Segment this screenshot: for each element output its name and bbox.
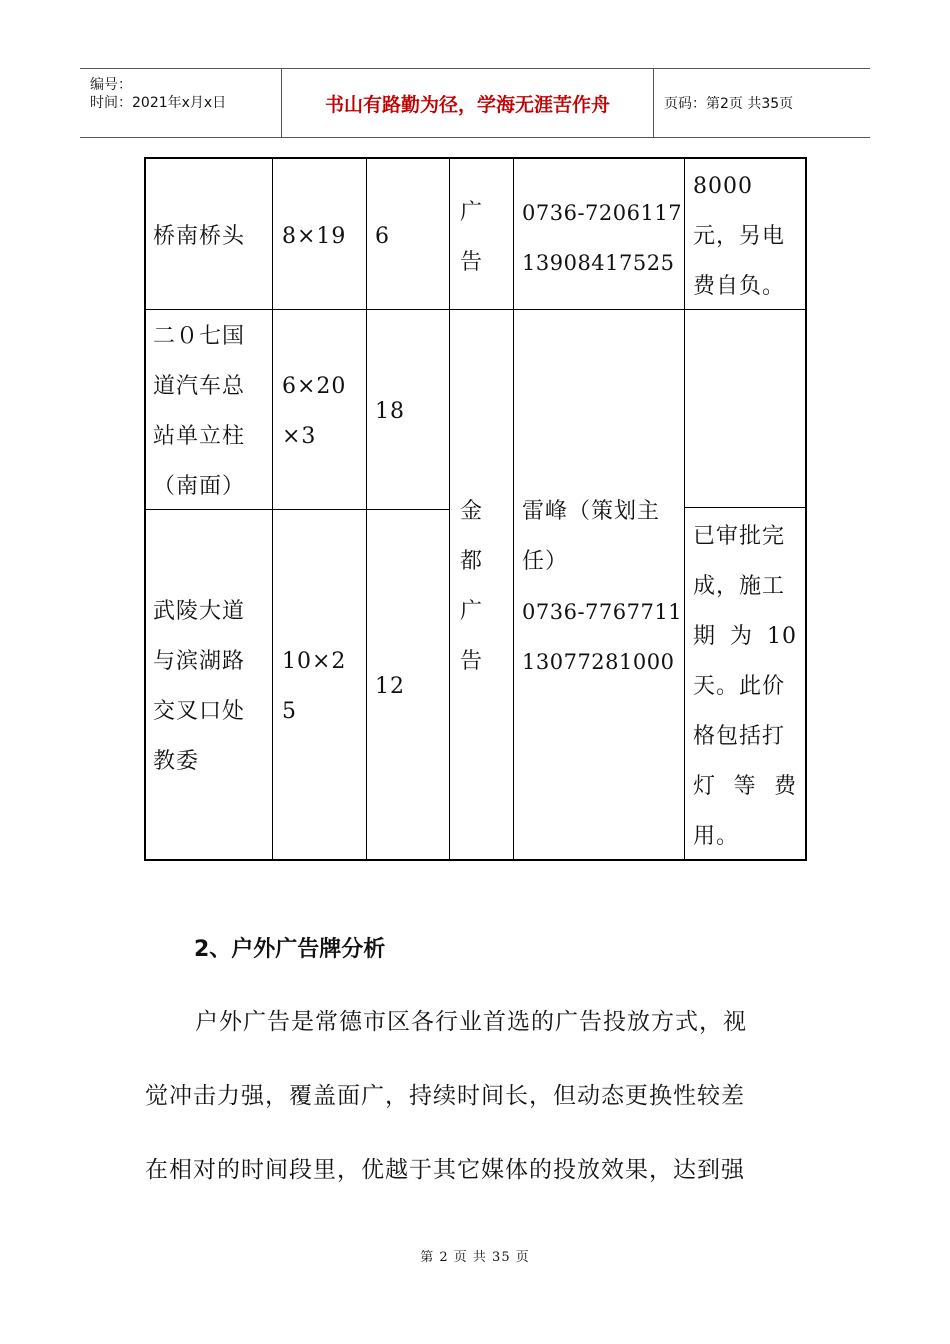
row1-contact	[522, 188, 682, 288]
row3-note-line: 成，施工	[693, 574, 786, 599]
row3-note-line: 期为10	[693, 624, 797, 649]
merged-contact-line: 13077281000	[522, 650, 675, 674]
row1-company-line: 广	[460, 200, 484, 225]
row3-size-line: 10×2	[282, 649, 347, 674]
row1-note-line: 元，另电	[693, 224, 786, 249]
header-motto: 书山有路勤为径，学海无涯苦作舟	[282, 69, 654, 137]
row3-note-line: 用。	[693, 824, 740, 849]
row3-location-line: 教委	[153, 749, 200, 774]
row1-company-line: 告	[460, 250, 484, 275]
row1-contact-line: 0736-7206117	[522, 201, 683, 225]
row1-count: 6	[375, 224, 390, 249]
row2-size-line: 6×20	[282, 374, 347, 399]
row3-size-line: 5	[282, 699, 297, 724]
row3-count: 12	[375, 674, 405, 699]
row2-location	[153, 312, 245, 512]
row1-note-line: 8000	[693, 174, 753, 199]
row3-location-line: 武陵大道	[153, 599, 246, 624]
row3-location-line: 交叉口处	[153, 699, 246, 724]
time-label: 时间：2021年x月x日	[90, 95, 227, 111]
row3-note	[693, 512, 797, 862]
row3-note-line: 灯等费	[693, 774, 797, 799]
header-page-info: 页码：第2页 共35页	[664, 96, 794, 112]
section-heading: 2、户外广告牌分析	[194, 937, 386, 962]
merged-company	[460, 487, 483, 687]
row2-count: 18	[375, 399, 405, 424]
page-header	[80, 68, 870, 138]
row3-size	[282, 637, 346, 737]
page-footer: 第 2 页 共 35 页	[420, 1250, 530, 1265]
row3-location	[153, 587, 245, 787]
merged-company-line: 告	[460, 649, 484, 674]
header-meta	[80, 69, 282, 137]
merged-contact	[522, 487, 682, 687]
row3-note-line: 天。此价	[693, 674, 786, 699]
merged-company-line: 都	[460, 549, 484, 574]
merged-company-line: 金	[460, 499, 484, 524]
row1-size: 8×19	[282, 224, 347, 249]
paragraph-line: 觉冲击力强，覆盖面广，持续时间长，但动态更换性较差	[145, 1083, 745, 1109]
row3-note-line: 已审批完	[693, 524, 786, 549]
merged-contact-line: 雷峰（策划主	[522, 499, 661, 524]
row2-size	[282, 362, 346, 462]
row2-location-line: 站单立柱	[153, 424, 246, 449]
row1-note-line: 费自负。	[693, 274, 786, 299]
row1-location: 桥南桥头	[153, 224, 246, 249]
row1-company	[460, 188, 483, 288]
merged-company-line: 广	[460, 599, 484, 624]
paragraph-line: 在相对的时间段里，优越于其它媒体的投放效果，达到强	[145, 1157, 745, 1183]
row3-location-line: 与滨湖路	[153, 649, 246, 674]
row1-contact-line: 13908417525	[522, 251, 675, 275]
paragraph-line: 户外广告是常德市区各行业首选的广告投放方式，视	[195, 1009, 747, 1035]
row3-note-line: 格包括打	[693, 724, 786, 749]
merged-contact-line: 任）	[522, 549, 569, 574]
row2-location-line: 二０七国	[153, 324, 246, 349]
row2-location-line: （南面）	[153, 474, 246, 499]
number-label: 编号：	[90, 77, 132, 93]
row2-size-line: ×3	[282, 424, 317, 449]
row2-location-line: 道汽车总	[153, 374, 246, 399]
merged-contact-line: 0736-7767711	[522, 600, 683, 624]
row1-note	[693, 162, 785, 312]
